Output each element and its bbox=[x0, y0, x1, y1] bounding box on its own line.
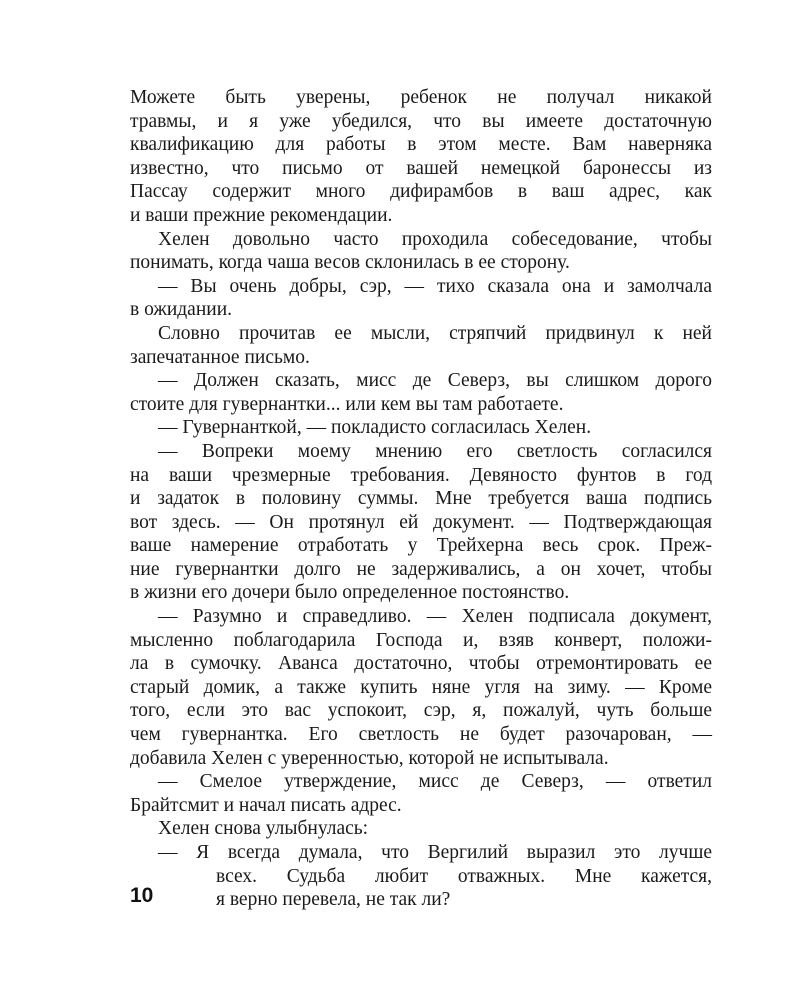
text-line: стоите для гувернантки... или кем вы там работаете. bbox=[130, 393, 564, 415]
text-line: старый домик, а также купить няне угля на зиму. — Кроме bbox=[130, 676, 712, 698]
text-line: Брайтсмит и начал писать адрес. bbox=[130, 794, 402, 816]
text-line: Можете быть уверены, ребенок не получал никакой bbox=[130, 87, 712, 108]
text-line: — Вопреки моему мнению его светлость согласился bbox=[158, 440, 712, 462]
text-line: в жизни его дочери было определенное постоянство. bbox=[130, 582, 570, 604]
text-line: ние гувернантки долго не задерживались, а он хочет, чтобы bbox=[130, 558, 712, 580]
page-number: 10 bbox=[130, 884, 154, 907]
text-line: Словно прочитав ее мысли, стряпчий придвинул к ней bbox=[158, 322, 712, 344]
text-line: — Вы очень добры, сэр, — тихо сказала она и замолчала bbox=[158, 275, 712, 297]
text-line: вот здесь. — Он протянул ей документ. — Подтверждающая bbox=[130, 511, 712, 533]
text-line: травмы, и я уже убедился, что вы имеете достаточную bbox=[130, 110, 712, 132]
text-line: Хелен снова улыбнулась: bbox=[158, 818, 369, 840]
text-line: запечатанное письмо. bbox=[130, 346, 310, 368]
text-line: — Должен сказать, мисс де Северз, вы слишком дорого bbox=[158, 370, 712, 392]
text-line: ла в сумочку. Аванса достаточно, чтобы отремонтировать ее bbox=[130, 653, 712, 675]
text-line: я верно перевела, не так ли? bbox=[216, 889, 451, 911]
text-line: — Гувернанткой, — покладисто согласилась Хелен. bbox=[158, 417, 592, 439]
text-line: в ожидании. bbox=[130, 299, 233, 321]
text-line: чем гувернантка. Его светлость не будет разочарован, — bbox=[130, 724, 712, 746]
text-line: мысленно поблагодарила Господа и, взяв конверт, положи- bbox=[130, 629, 712, 651]
text-line: известно, что письмо от вашей немецкой баронессы из bbox=[130, 157, 712, 179]
text-line: — Разумно и справедливо. — Хелен подписала документ, bbox=[158, 606, 712, 628]
text-line: и задаток в половину суммы. Мне требуется ваша подпись bbox=[130, 488, 712, 510]
text-line: добавила Хелен с уверенностью, которой не испытывала. bbox=[130, 747, 609, 769]
text-line: понимать, когда чаша весов склонилась в ее сторону. bbox=[130, 252, 570, 274]
text-line: всех. Судьба любит отважных. Мне кажется, bbox=[216, 865, 712, 887]
text-line: — Смелое утверждение, мисс де Северз, — ответил bbox=[158, 771, 712, 793]
text-line: квалификацию для работы в этом месте. Вам наверняка bbox=[130, 134, 712, 156]
text-line: Пассау содержит много дифирамбов в ваш адрес, как bbox=[130, 181, 712, 203]
text-line: — Я всегда думала, что Вергилий выразил это лучше bbox=[158, 842, 712, 863]
text-line: на ваши чрезмерные требования. Девяносто фунтов в год bbox=[130, 464, 712, 486]
book-page-text bbox=[130, 86, 712, 912]
text-line: и ваши прежние рекомендации. bbox=[130, 204, 393, 226]
text-line: ваше намерение отработать у Трейхерна весь срок. Преж- bbox=[130, 535, 712, 557]
text-line: того, если это вас успокоит, сэр, я, пожалуй, чуть больше bbox=[130, 700, 712, 722]
text-line: Хелен довольно часто проходила собеседование, чтобы bbox=[158, 228, 712, 250]
